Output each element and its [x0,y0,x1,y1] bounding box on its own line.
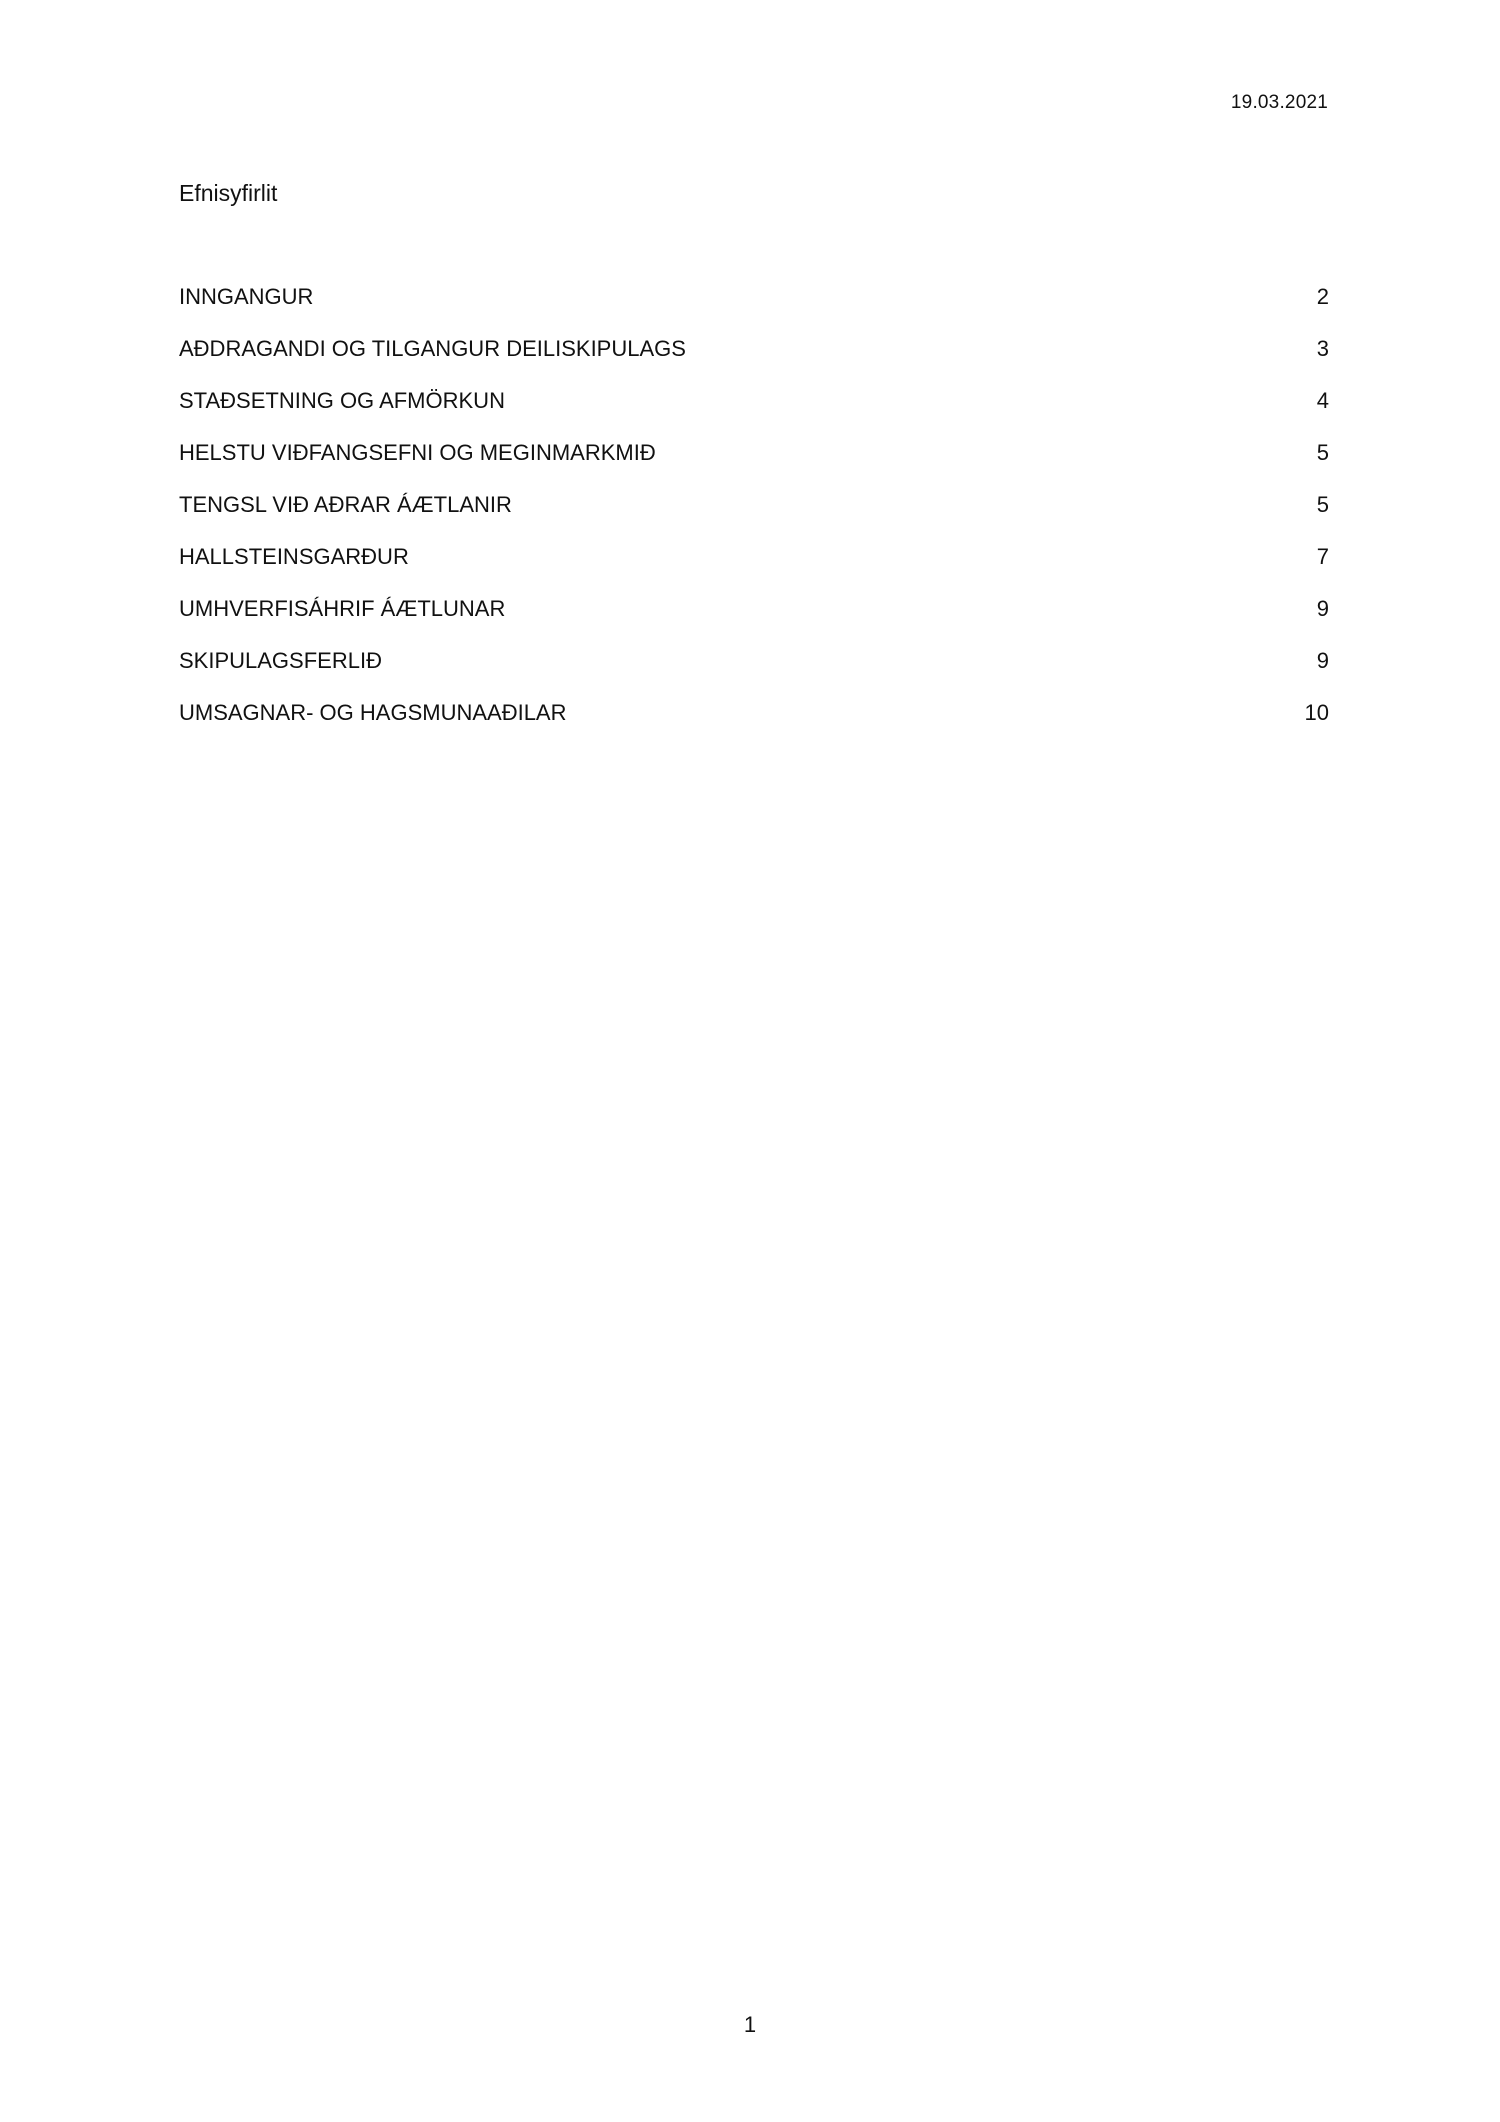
toc-entry-title: HALLSTEINSGARÐUR [179,544,409,569]
toc-entry-umhverfisahrif[interactable] [179,592,1329,644]
toc-dot-leader [508,407,1314,408]
toc-dot-leader [508,615,1313,616]
toc-entry-title: SKIPULAGSFERLIÐ [179,648,382,673]
toc-dot-leader [659,459,1314,460]
toc-dot-leader [515,511,1314,512]
toc-entry-page: 3 [1316,336,1329,361]
toc-entry-page: 7 [1316,544,1329,569]
toc-dot-leader [570,719,1302,720]
toc-dot-leader [316,303,1313,304]
toc-entry-page: 2 [1316,284,1329,309]
toc-entry-helstu[interactable] [179,436,1329,488]
toc-entry-page: 4 [1316,388,1329,413]
toc-entry-page: 5 [1316,492,1329,517]
toc-entry-title: HELSTU VIÐFANGSEFNI OG MEGINMARKMIÐ [179,440,656,465]
toc-entry-page: 9 [1316,648,1329,673]
toc-entry-title: STAÐSETNING OG AFMÖRKUN [179,388,505,413]
toc-entry-page: 10 [1304,700,1329,725]
toc-dot-leader [385,667,1314,668]
toc-entry-inngangur[interactable] [179,280,1329,332]
toc-entry-title: AÐDRAGANDI OG TILGANGUR DEILISKIPULAGS [179,336,686,361]
table-of-contents [179,280,1329,748]
toc-entry-page: 5 [1316,440,1329,465]
toc-entry-addragandi[interactable] [179,332,1329,384]
toc-entry-title: UMSAGNAR- OG HAGSMUNAAÐILAR [179,700,567,725]
toc-entry-skipulagsferlid[interactable] [179,644,1329,696]
toc-entry-page: 9 [1316,596,1329,621]
toc-heading: Efnisyfirlit [179,180,278,206]
toc-entry-title: TENGSL VIÐ AÐRAR ÁÆTLANIR [179,492,512,517]
toc-entry-stadsetning[interactable] [179,384,1329,436]
toc-dot-leader [689,355,1314,356]
toc-entry-umsagnar[interactable] [179,696,1329,748]
toc-entry-tengsl[interactable] [179,488,1329,540]
header-date: 19.03.2021 [1230,92,1328,113]
toc-entry-hallsteinsgardur[interactable] [179,540,1329,592]
toc-entry-title: UMHVERFISÁHRIF ÁÆTLUNAR [179,596,506,621]
toc-entry-title: INNGANGUR [179,284,314,309]
page-number: 1 [743,2012,757,2037]
toc-dot-leader [412,563,1314,564]
